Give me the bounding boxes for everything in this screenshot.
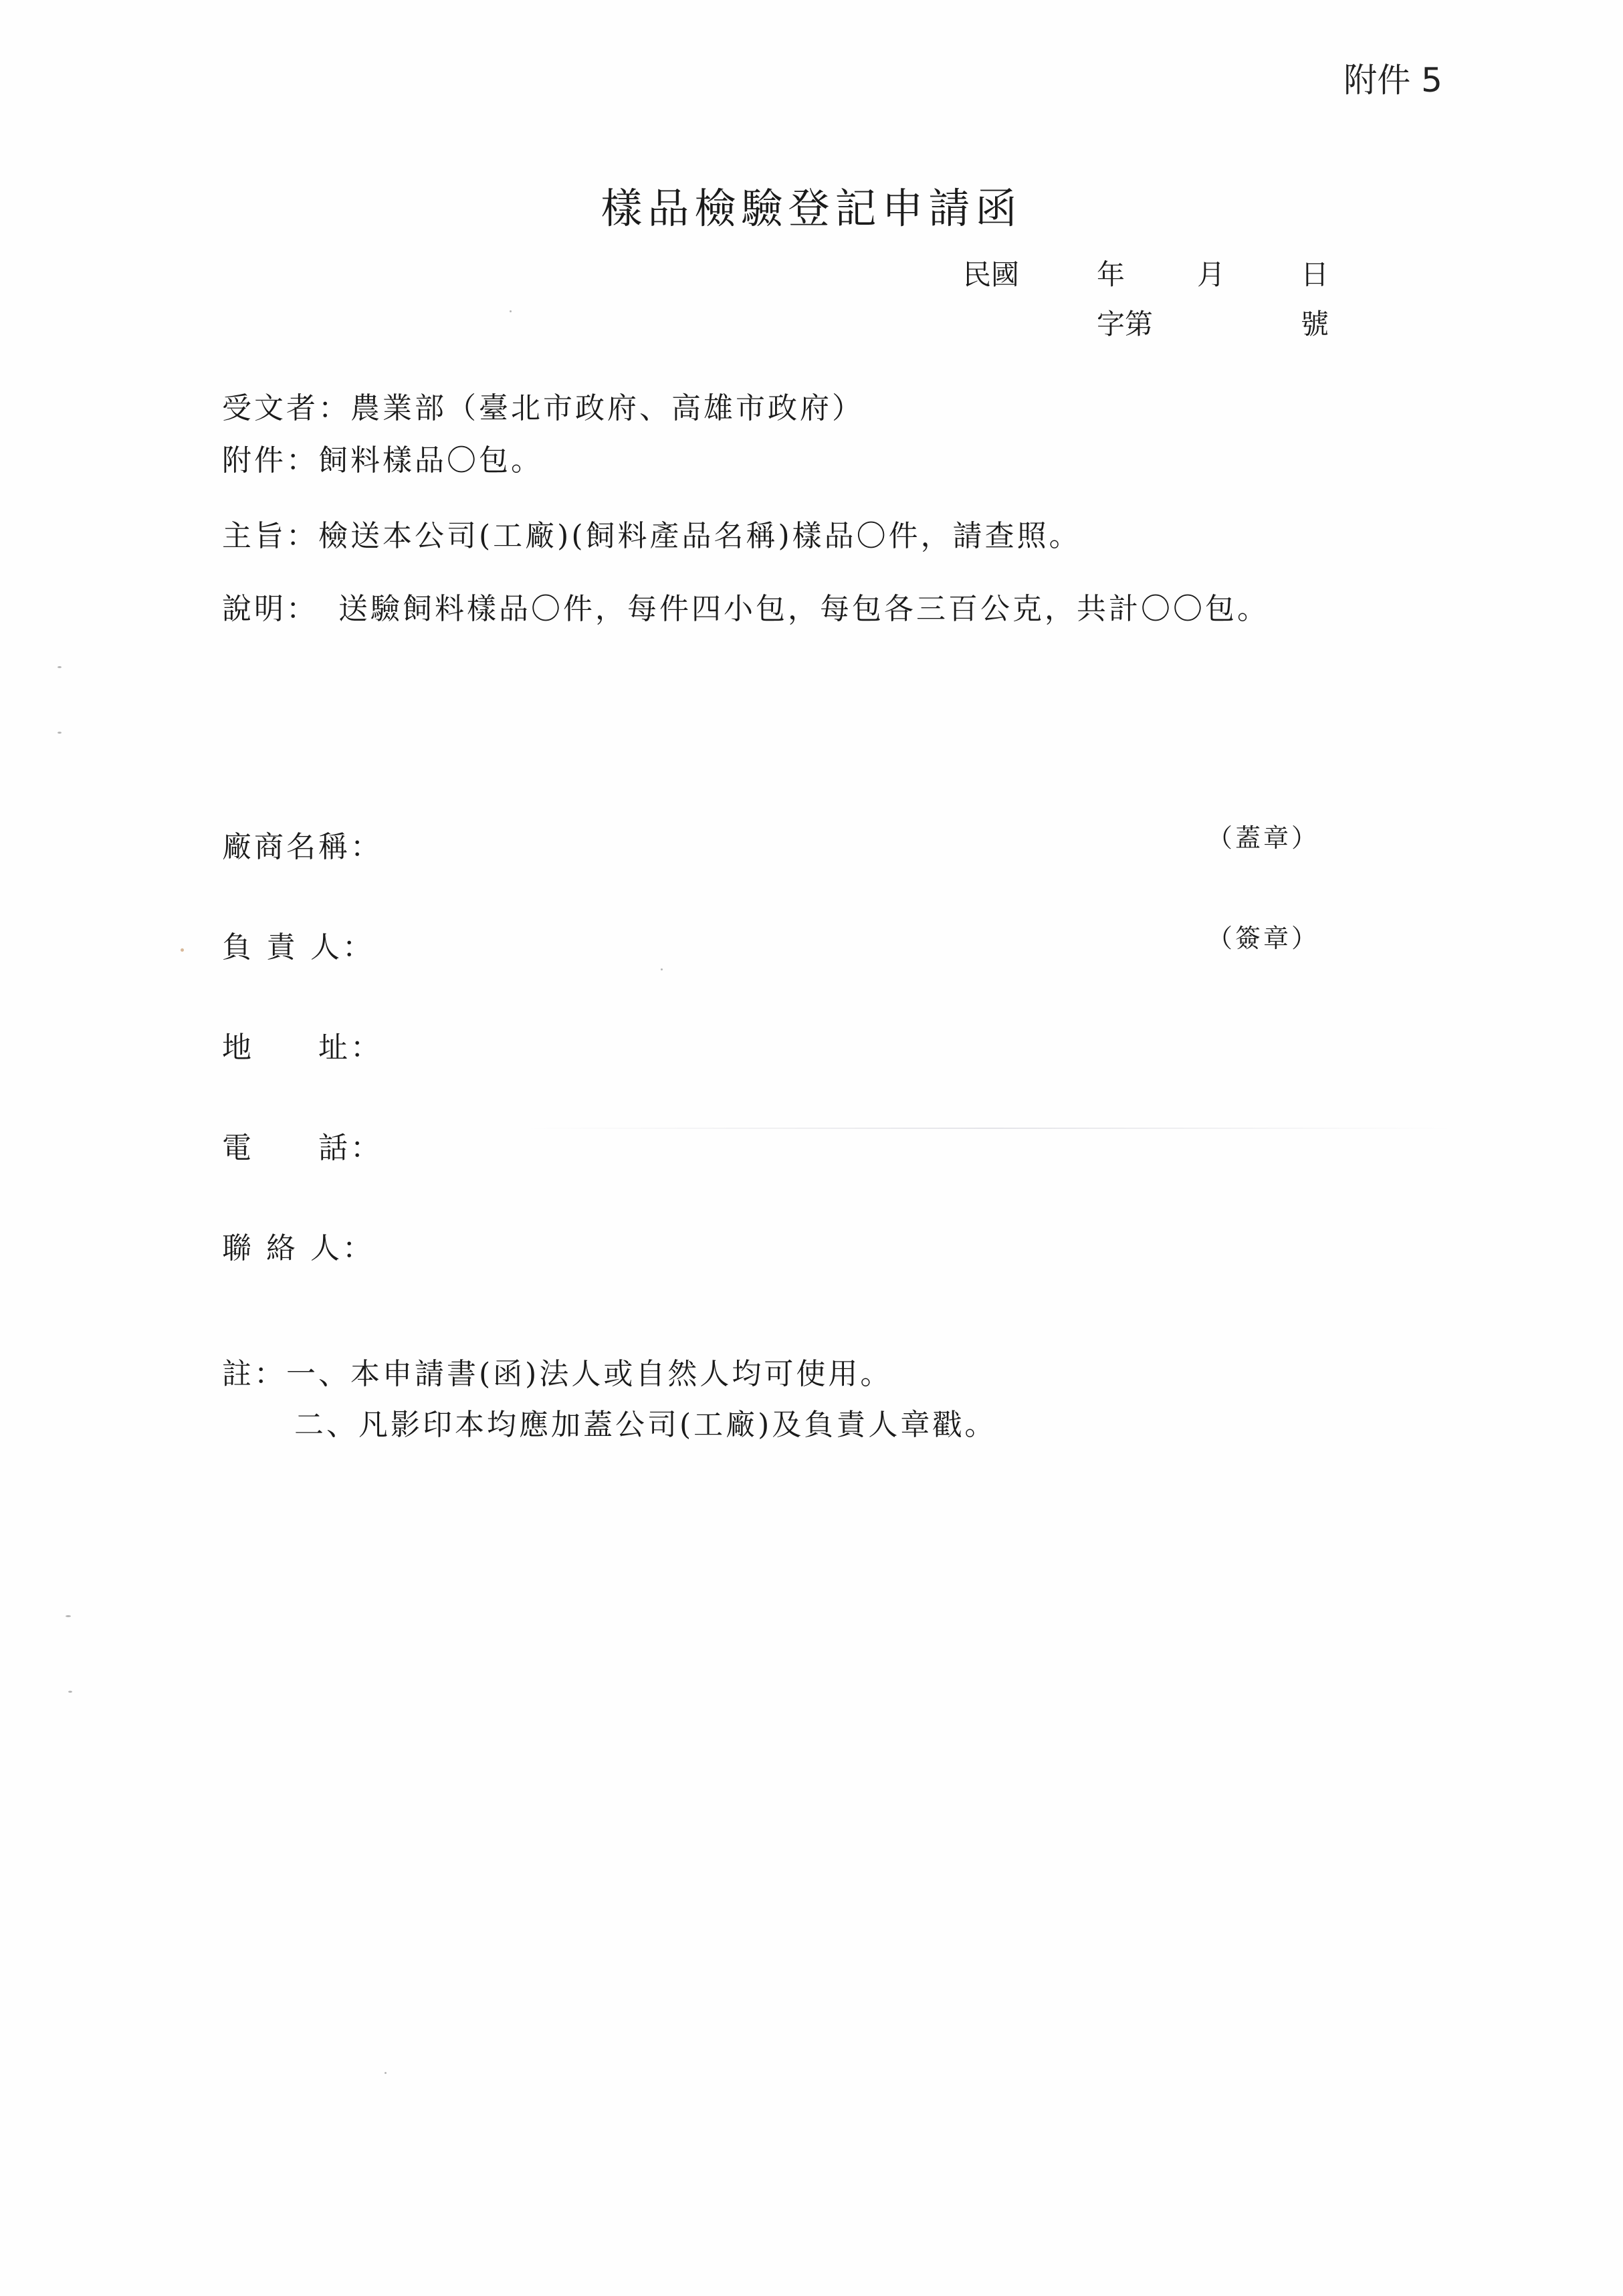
manufacturer-name-label: 廠商名稱：: [222, 830, 383, 864]
note-item-2: 二、凡影印本均應加蓋公司(工廠)及負責人章戳。: [294, 1408, 997, 1442]
note-prefix: 註：: [222, 1357, 286, 1391]
scan-speck: [181, 948, 184, 952]
person-in-charge-label: 負 責 人：: [222, 930, 374, 964]
enclosure-value: 飼料樣品〇包。: [318, 443, 543, 478]
address-label: 地 址：: [222, 1031, 383, 1065]
attachment-label: 附件 5: [1343, 61, 1442, 100]
signature-seal-note: （簽章）: [1207, 924, 1320, 953]
recipient-line: [222, 384, 864, 427]
subject-label: 主旨：: [222, 519, 318, 553]
explanation-line: [222, 585, 1269, 627]
scan-speck: [58, 666, 62, 668]
contact-person-label: 聯 絡 人：: [222, 1231, 374, 1265]
recipient-value: 農業部（臺北市政府、高雄市政府）: [350, 391, 864, 425]
explanation-label: 說明：: [222, 592, 318, 626]
note-item-1: 一、本申請書(函)法人或自然人均可使用。: [286, 1357, 893, 1391]
scan-speck: [510, 310, 512, 312]
enclosure-line: [222, 436, 543, 479]
date-day: 日: [1301, 258, 1329, 291]
subject-line: [222, 512, 1081, 554]
note-line-1: [222, 1350, 892, 1392]
phone-label: 電 話：: [222, 1131, 383, 1165]
reference-char-no: 字第: [1097, 308, 1154, 340]
scan-speck: [68, 1691, 72, 1693]
subject-value: 檢送本公司(工廠)(飼料產品名稱)樣品〇件，請查照。: [318, 519, 1081, 553]
date-era: 民國: [963, 258, 1020, 291]
scan-speck: [66, 1615, 71, 1617]
enclosure-label: 附件：: [222, 443, 318, 478]
company-seal-note: （蓋章）: [1207, 823, 1320, 853]
scan-speck: [661, 968, 663, 970]
recipient-label: 受文者：: [222, 391, 350, 425]
reference-number: 號: [1301, 308, 1329, 340]
explanation-value: 送驗飼料樣品〇件，每件四小包，每包各三百公克，共計〇〇包。: [338, 592, 1269, 626]
date-year: 年: [1097, 258, 1125, 291]
date-month: 月: [1197, 258, 1226, 291]
scan-speck: [385, 2072, 387, 2074]
scan-speck: [58, 732, 62, 734]
paper-crease: [522, 1128, 1458, 1129]
document-title: 樣品檢驗登記申請函: [601, 184, 1022, 233]
